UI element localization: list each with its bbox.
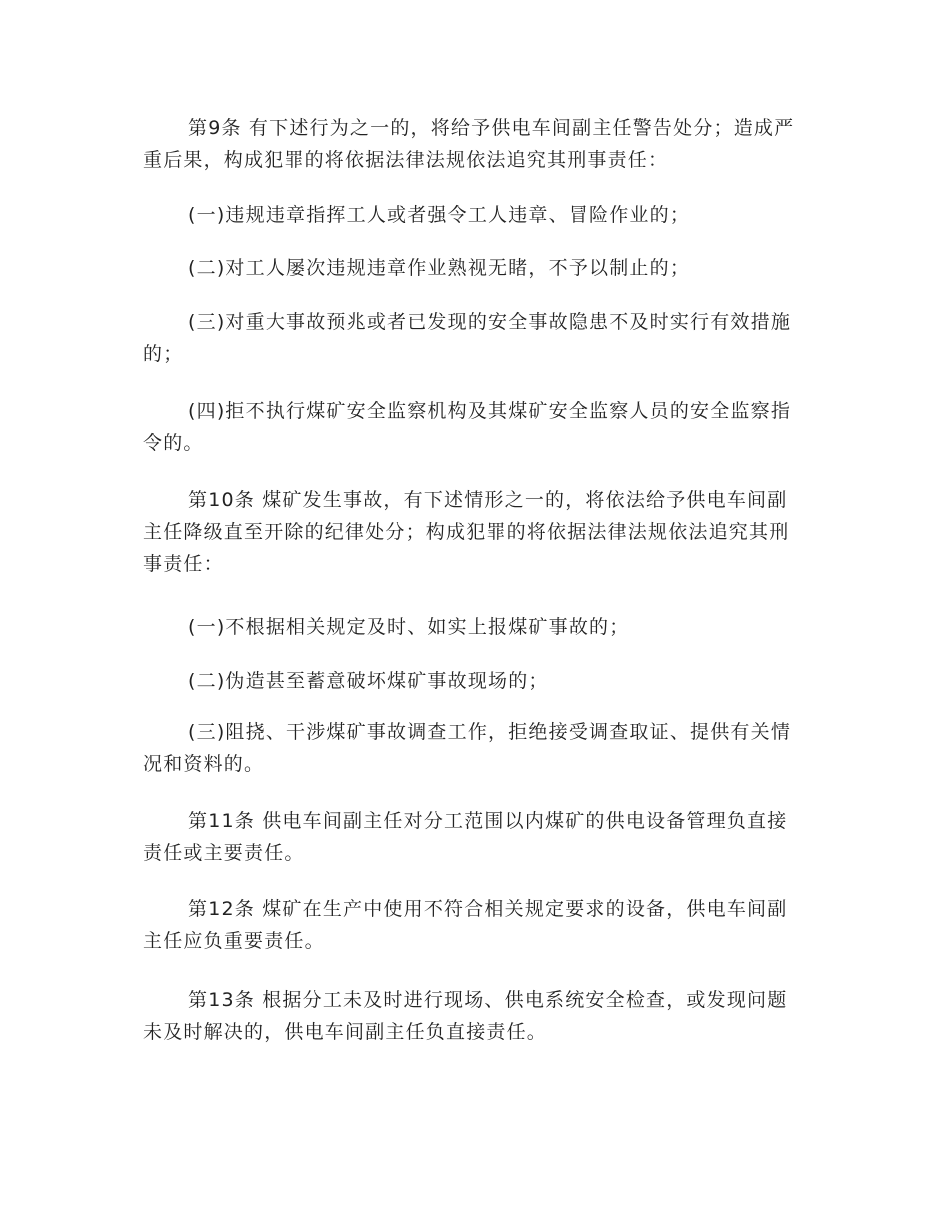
article-9-paragraph: 第9条 有下述行为之一的，将给予供电车间副主任警告处分；造成严重后果，构成犯罪的将依据法律法规依法追究其刑事责任： [143,117,795,171]
article-11-paragraph: 第11条 供电车间副主任对分工范围以内煤矿的供电设备管理负直接责任或主要责任。 [143,810,788,864]
article-9-item-2: (二)对工人屡次违规违章作业熟视无睹，不予以制止的； [188,257,691,279]
article-12-paragraph: 第12条 煤矿在生产中使用不符合相关规定要求的设备，供电车间副主任应负重要责任。 [143,898,788,952]
article-13-paragraph: 第13条 根据分工未及时进行现场、供电系统安全检查，或发现问题未及时解决的，供电车间副主任负直接责任。 [143,989,788,1043]
article-9-item-1: (一)违规违章指挥工人或者强令工人违章、冒险作业的； [188,204,691,226]
article-10-item-1: (一)不根据相关规定及时、如实上报煤矿事故的； [188,616,630,638]
article-10-item-2: (二)伪造甚至蓄意破坏煤矿事故现场的； [188,670,549,692]
article-9-item-4: (四)拒不执行煤矿安全监察机构及其煤矿安全监察人员的安全监察指令的。 [143,400,792,454]
article-10-paragraph: 第10条 煤矿发生事故，有下述情形之一的，将依法给予供电车间副主任降级直至开除的纪律处分；构成犯罪的将依据法律法规依法追究其刑事责任： [143,489,790,575]
article-9-item-3: (三)对重大事故预兆或者已发现的安全事故隐患不及时实行有效措施的； [143,311,792,365]
article-10-item-3: (三)阻挠、干涉煤矿事故调查工作，拒绝接受调查取证、提供有关情况和资料的。 [143,721,792,775]
